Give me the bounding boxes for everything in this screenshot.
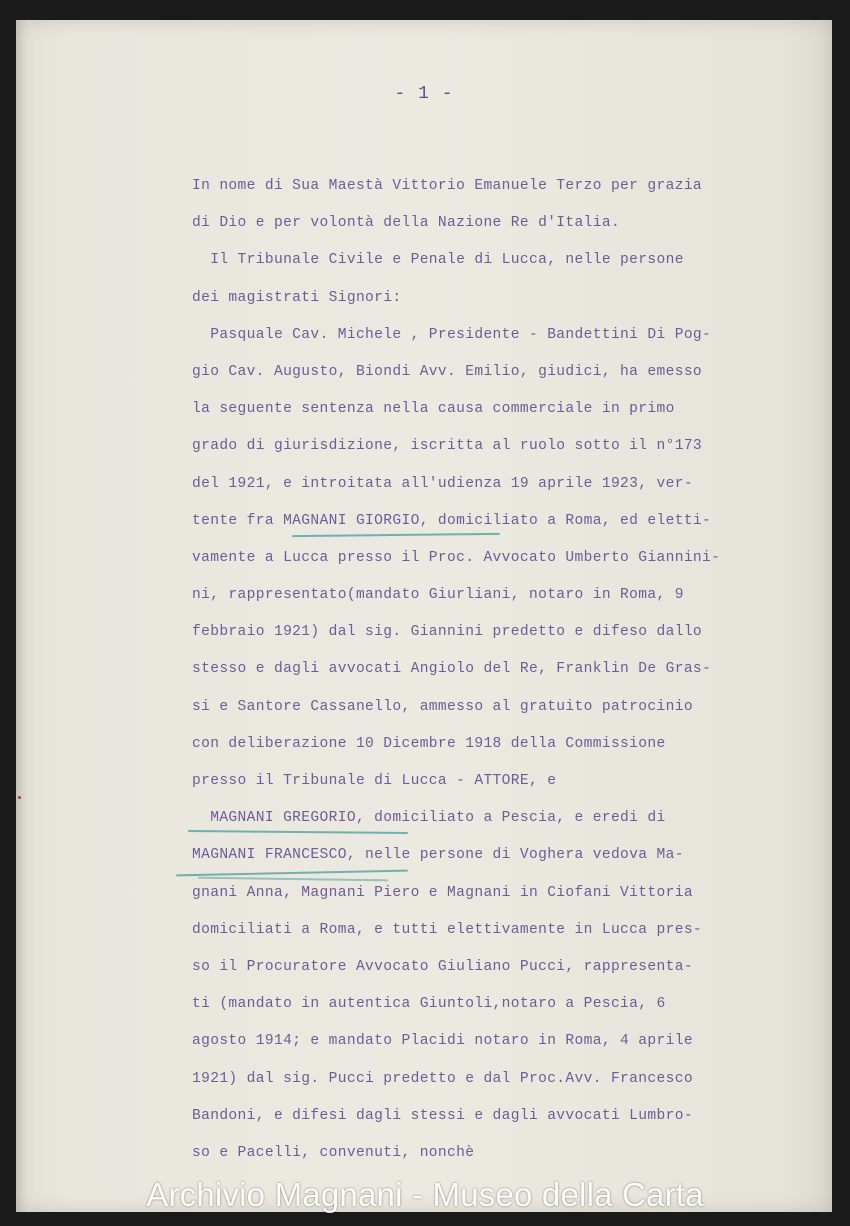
- text-line: del 1921, e introitata all'udienza 19 aprile 1923, ver-: [192, 475, 693, 492]
- text-line: tente fra MAGNANI GIORGIO, domiciliato a Roma, ed eletti-: [192, 512, 712, 529]
- text-line: si e Santore Cassanello, ammesso al gratuito patrocinio: [192, 698, 693, 715]
- text-line: presso il Tribunale di Lucca - ATTORE, e: [192, 773, 557, 789]
- text-line: con deliberazione 10 Dicembre 1918 della Commissione: [192, 735, 666, 752]
- text-line: MAGNANI GREGORIO, domiciliato a Pescia, e eredi di: [192, 810, 666, 827]
- text-line: Il Tribunale Civile e Penale di Lucca, nelle persone: [192, 252, 684, 269]
- text-line: Pasquale Cav. Michele , Presidente - Bandettini Di Pog-: [192, 326, 712, 343]
- text-line: gnani Anna, Magnani Piero e Magnani in Ciofani Vittoria: [192, 884, 693, 901]
- text-line: ti (mandato in autentica Giuntoli,notaro a Pescia, 6: [192, 996, 666, 1013]
- text-line: vamente a Lucca presso il Proc. Avvocato Umberto Giannini-: [192, 549, 721, 566]
- text-line: MAGNANI FRANCESCO, nelle persone di Voghera vedova Ma-: [192, 847, 684, 864]
- text-line: gio Cav. Augusto, Biondi Avv. Emilio, giudici, ha emesso: [192, 363, 703, 380]
- text-line: la seguente sentenza nella causa commerciale in primo: [192, 401, 675, 418]
- text-line: 1921) dal sig. Pucci predetto e dal Proc.Avv. Francesco: [192, 1070, 693, 1087]
- ink-spot: [18, 796, 21, 799]
- document-page: [16, 20, 832, 1212]
- text-line: dei magistrati Signori:: [192, 289, 402, 306]
- text-line: febbraio 1921) dal sig. Giannini predetto e difeso dallo: [192, 624, 703, 641]
- text-line: grado di giurisdizione, iscritta al ruolo sotto il n°173: [192, 438, 703, 455]
- archive-watermark: Archivio Magnani - Museo della Carta: [146, 1176, 704, 1213]
- text-line: ni, rappresentato(mandato Giurliani, notaro in Roma, 9: [192, 587, 684, 604]
- text-line: agosto 1914; e mandato Placidi notaro in Roma, 4 aprile: [192, 1033, 693, 1050]
- text-line: In nome di Sua Maestà Vittorio Emanuele Terzo per grazia: [192, 178, 703, 194]
- text-line: domiciliati a Roma, e tutti elettivamente in Lucca pres-: [192, 921, 703, 938]
- text-line: stesso e dagli avvocati Angiolo del Re, Franklin De Gras-: [192, 661, 712, 678]
- text-line: so e Pacelli, convenuti, nonchè: [192, 1144, 475, 1161]
- page-number: - 1 -: [394, 84, 454, 104]
- text-line: di Dio e per volontà della Nazione Re d'Italia.: [192, 215, 621, 232]
- text-line: so il Procuratore Avvocato Giuliano Pucci, rappresenta-: [192, 958, 693, 975]
- document-body: [192, 168, 832, 1172]
- text-line: Bandoni, e difesi dagli stessi e dagli avvocati Lumbro-: [192, 1107, 693, 1124]
